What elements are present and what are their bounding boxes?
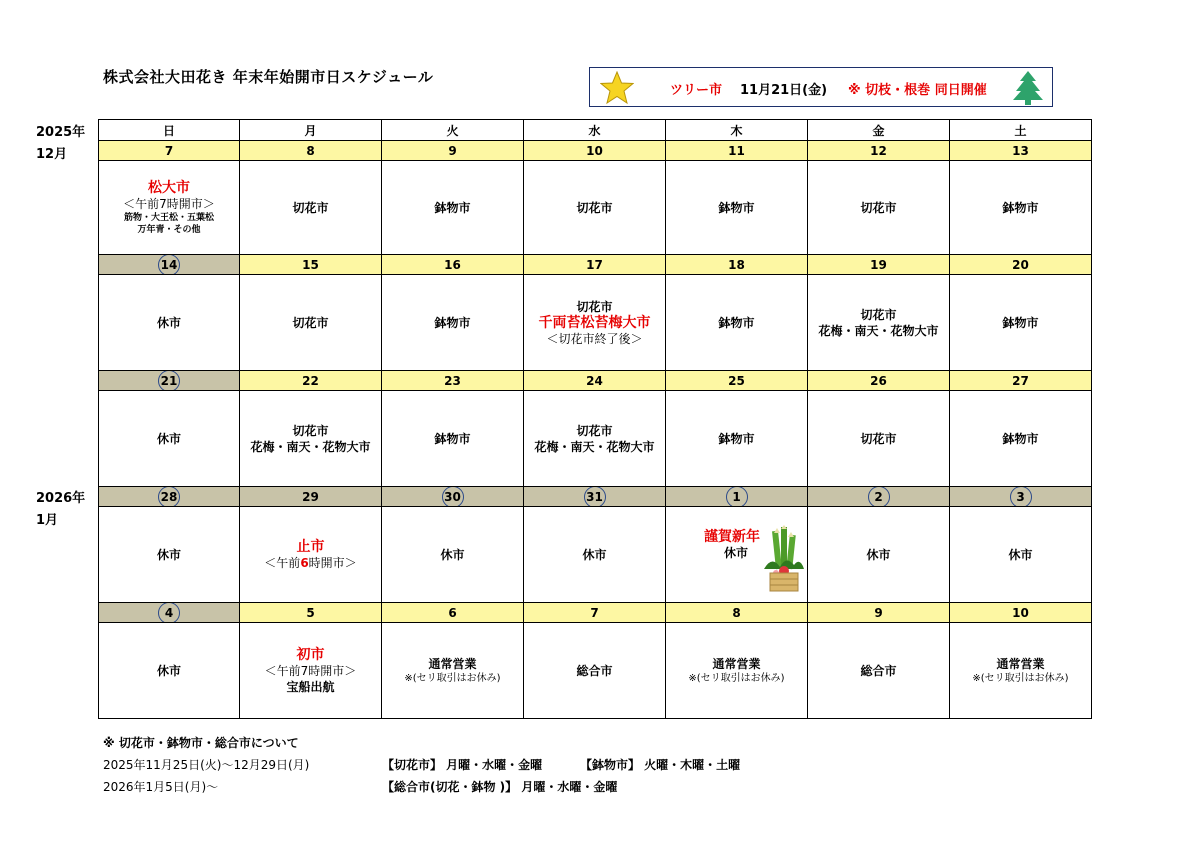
date-row: [99, 487, 1092, 507]
date-cell-holiday: [99, 371, 240, 391]
event-line: 花梅・南天・花物大市: [250, 439, 371, 454]
schedule-cell: 休市: [99, 391, 240, 487]
month-label-12: 12月: [36, 147, 68, 162]
date-row: [99, 603, 1092, 623]
footer-period1: 2025年11月25日(火)～12月29日(月): [103, 758, 310, 772]
date-circle: 2: [868, 487, 890, 507]
event-sub: ＜午前6時開市＞: [264, 555, 357, 570]
date-cell: 10: [524, 141, 666, 161]
date-cell: 23: [382, 371, 524, 391]
date-cell: 7: [524, 603, 666, 623]
date-cell: 10: [950, 603, 1092, 623]
date-row: [99, 141, 1092, 161]
date-cell-holiday: [524, 487, 666, 507]
notice-extra: ※ 切枝・根巻 同日開催: [848, 83, 987, 98]
date-cell-holiday: 29: [240, 487, 382, 507]
footer-period1-hachi: 【鉢物市】 火曜・木曜・土曜: [580, 758, 741, 772]
schedule-cell: [524, 275, 666, 371]
weekday-fri: 金: [808, 120, 950, 141]
schedule-cell: 切花市: [524, 161, 666, 255]
date-row: [99, 371, 1092, 391]
schedule-cell: 鉢物市: [382, 275, 524, 371]
year-label-2026: 2026年: [36, 491, 86, 506]
schedule-cell: 休市: [524, 507, 666, 603]
date-circle: 4: [158, 603, 180, 623]
event-title: 初市: [296, 646, 325, 663]
schedule-calendar: [98, 119, 1092, 719]
weekday-mon: 月: [240, 120, 382, 141]
weekday-sat: 土: [950, 120, 1092, 141]
weekday-tue: 火: [382, 120, 524, 141]
date-cell: 5: [240, 603, 382, 623]
star-icon: [600, 71, 634, 109]
event-title: 止市: [296, 538, 325, 555]
schedule-cell: [382, 623, 524, 719]
schedule-row: [99, 161, 1092, 255]
schedule-row: [99, 275, 1092, 371]
footer-heading: ※ 切花市・鉢物市・総合市について: [103, 736, 299, 750]
event-line: 通常営業: [428, 656, 477, 671]
event-line: 休市: [724, 546, 749, 560]
schedule-cell: [240, 623, 382, 719]
schedule-cell: 総合市: [808, 623, 950, 719]
date-cell-holiday: [950, 487, 1092, 507]
date-cell: 17: [524, 255, 666, 275]
date-circle: 21: [158, 371, 180, 391]
date-cell: 13: [950, 141, 1092, 161]
schedule-cell: [240, 391, 382, 487]
event-sub: ＜午前7時開市＞: [264, 663, 357, 678]
notice-date: 11月21日(金): [740, 83, 828, 98]
tree-market-notice: [589, 67, 1053, 107]
event-line: 通常営業: [996, 656, 1045, 671]
tree-icon: [1012, 70, 1044, 110]
month-label-1: 1月: [36, 513, 59, 528]
schedule-cell: 休市: [382, 507, 524, 603]
date-cell: 15: [240, 255, 382, 275]
event-note: ※(セリ取引はお休み): [972, 672, 1069, 684]
schedule-cell: 休市: [808, 507, 950, 603]
schedule-cell: 切花市: [240, 161, 382, 255]
weekday-sun: 日: [99, 120, 240, 141]
weekday-wed: 水: [524, 120, 666, 141]
date-circle: 30: [442, 487, 464, 507]
event-line: 花梅・南天・花物大市: [818, 323, 939, 338]
date-circle: 31: [584, 487, 606, 507]
date-cell: 20: [950, 255, 1092, 275]
date-cell: 18: [666, 255, 808, 275]
schedule-cell: 切花市: [808, 391, 950, 487]
schedule-cell: 切花市: [240, 275, 382, 371]
date-cell: 24: [524, 371, 666, 391]
schedule-cell: [666, 507, 808, 603]
date-cell-holiday: [382, 487, 524, 507]
year-label-2025: 2025年: [36, 125, 86, 140]
weekday-header-row: [99, 120, 1092, 141]
date-cell: 11: [666, 141, 808, 161]
event-sub: ＜午前7時開市＞: [123, 196, 215, 211]
date-cell-holiday: [666, 487, 808, 507]
schedule-cell: 休市: [950, 507, 1092, 603]
schedule-cell: 鉢物市: [666, 391, 808, 487]
kadomatsu-icon: [762, 525, 806, 597]
event-sub: ＜切花市終了後＞: [546, 331, 643, 346]
schedule-row: [99, 507, 1092, 603]
event-title: 松大市: [148, 179, 190, 196]
schedule-cell: 休市: [99, 507, 240, 603]
page-title: 株式会社大田花き 年末年始開市日スケジュール: [103, 68, 434, 86]
schedule-cell: 鉢物市: [950, 161, 1092, 255]
date-cell: 22: [240, 371, 382, 391]
schedule-cell: 鉢物市: [950, 275, 1092, 371]
event-title: 千両苔松苔梅大市: [538, 314, 651, 331]
date-cell: 7: [99, 141, 240, 161]
event-note: ※(セリ取引はお休み): [404, 672, 501, 684]
date-circle: 1: [726, 487, 748, 507]
date-cell-holiday: [99, 255, 240, 275]
event-line: 花梅・南天・花物大市: [534, 439, 655, 454]
event-line: 切花市: [860, 307, 897, 322]
schedule-cell: 鉢物市: [950, 391, 1092, 487]
schedule-cell: 総合市: [524, 623, 666, 719]
date-circle: 28: [158, 487, 180, 507]
date-cell: 25: [666, 371, 808, 391]
weekday-thu: 木: [666, 120, 808, 141]
schedule-cell: 休市: [99, 623, 240, 719]
event-note: 万年青・その他: [137, 224, 201, 235]
event-line: 切花市: [576, 299, 613, 314]
event-line: 通常営業: [712, 656, 761, 671]
event-line: 切花市: [576, 423, 613, 438]
footer-period2: 2026年1月5日(月)～: [103, 780, 219, 794]
date-cell: 9: [382, 141, 524, 161]
date-cell: 16: [382, 255, 524, 275]
date-cell: 8: [666, 603, 808, 623]
schedule-cell: [666, 623, 808, 719]
date-cell: 8: [240, 141, 382, 161]
schedule-cell: 鉢物市: [666, 275, 808, 371]
date-cell-holiday: [99, 487, 240, 507]
date-cell: 27: [950, 371, 1092, 391]
date-cell-holiday: [808, 487, 950, 507]
date-cell: 19: [808, 255, 950, 275]
schedule-cell: [240, 507, 382, 603]
date-circle: 3: [1010, 487, 1032, 507]
event-line: 宝船出航: [286, 679, 335, 694]
date-cell: 9: [808, 603, 950, 623]
date-row: [99, 255, 1092, 275]
date-cell-holiday: [99, 603, 240, 623]
event-note: 筋物・大王松・五葉松: [123, 212, 214, 223]
schedule-row: [99, 623, 1092, 719]
event-note: ※(セリ取引はお休み): [688, 672, 785, 684]
schedule-cell: 鉢物市: [666, 161, 808, 255]
schedule-cell: 切花市: [808, 161, 950, 255]
schedule-cell: 鉢物市: [382, 391, 524, 487]
date-cell: 26: [808, 371, 950, 391]
schedule-cell: 鉢物市: [382, 161, 524, 255]
date-circle: 14: [158, 255, 180, 275]
event-line: 切花市: [292, 423, 329, 438]
notice-label: ツリー市: [670, 83, 723, 98]
schedule-cell: [950, 623, 1092, 719]
schedule-row: [99, 391, 1092, 487]
footer-period2-sogo: 【総合市(切花・鉢物 )】 月曜・水曜・金曜: [382, 780, 618, 794]
date-cell: 6: [382, 603, 524, 623]
event-title: 謹賀新年: [704, 529, 760, 545]
schedule-cell: [524, 391, 666, 487]
date-cell: 12: [808, 141, 950, 161]
footer-period1-kiri: 【切花市】 月曜・水曜・金曜: [382, 758, 543, 772]
schedule-cell: [99, 161, 240, 255]
schedule-cell: [808, 275, 950, 371]
schedule-cell: 休市: [99, 275, 240, 371]
